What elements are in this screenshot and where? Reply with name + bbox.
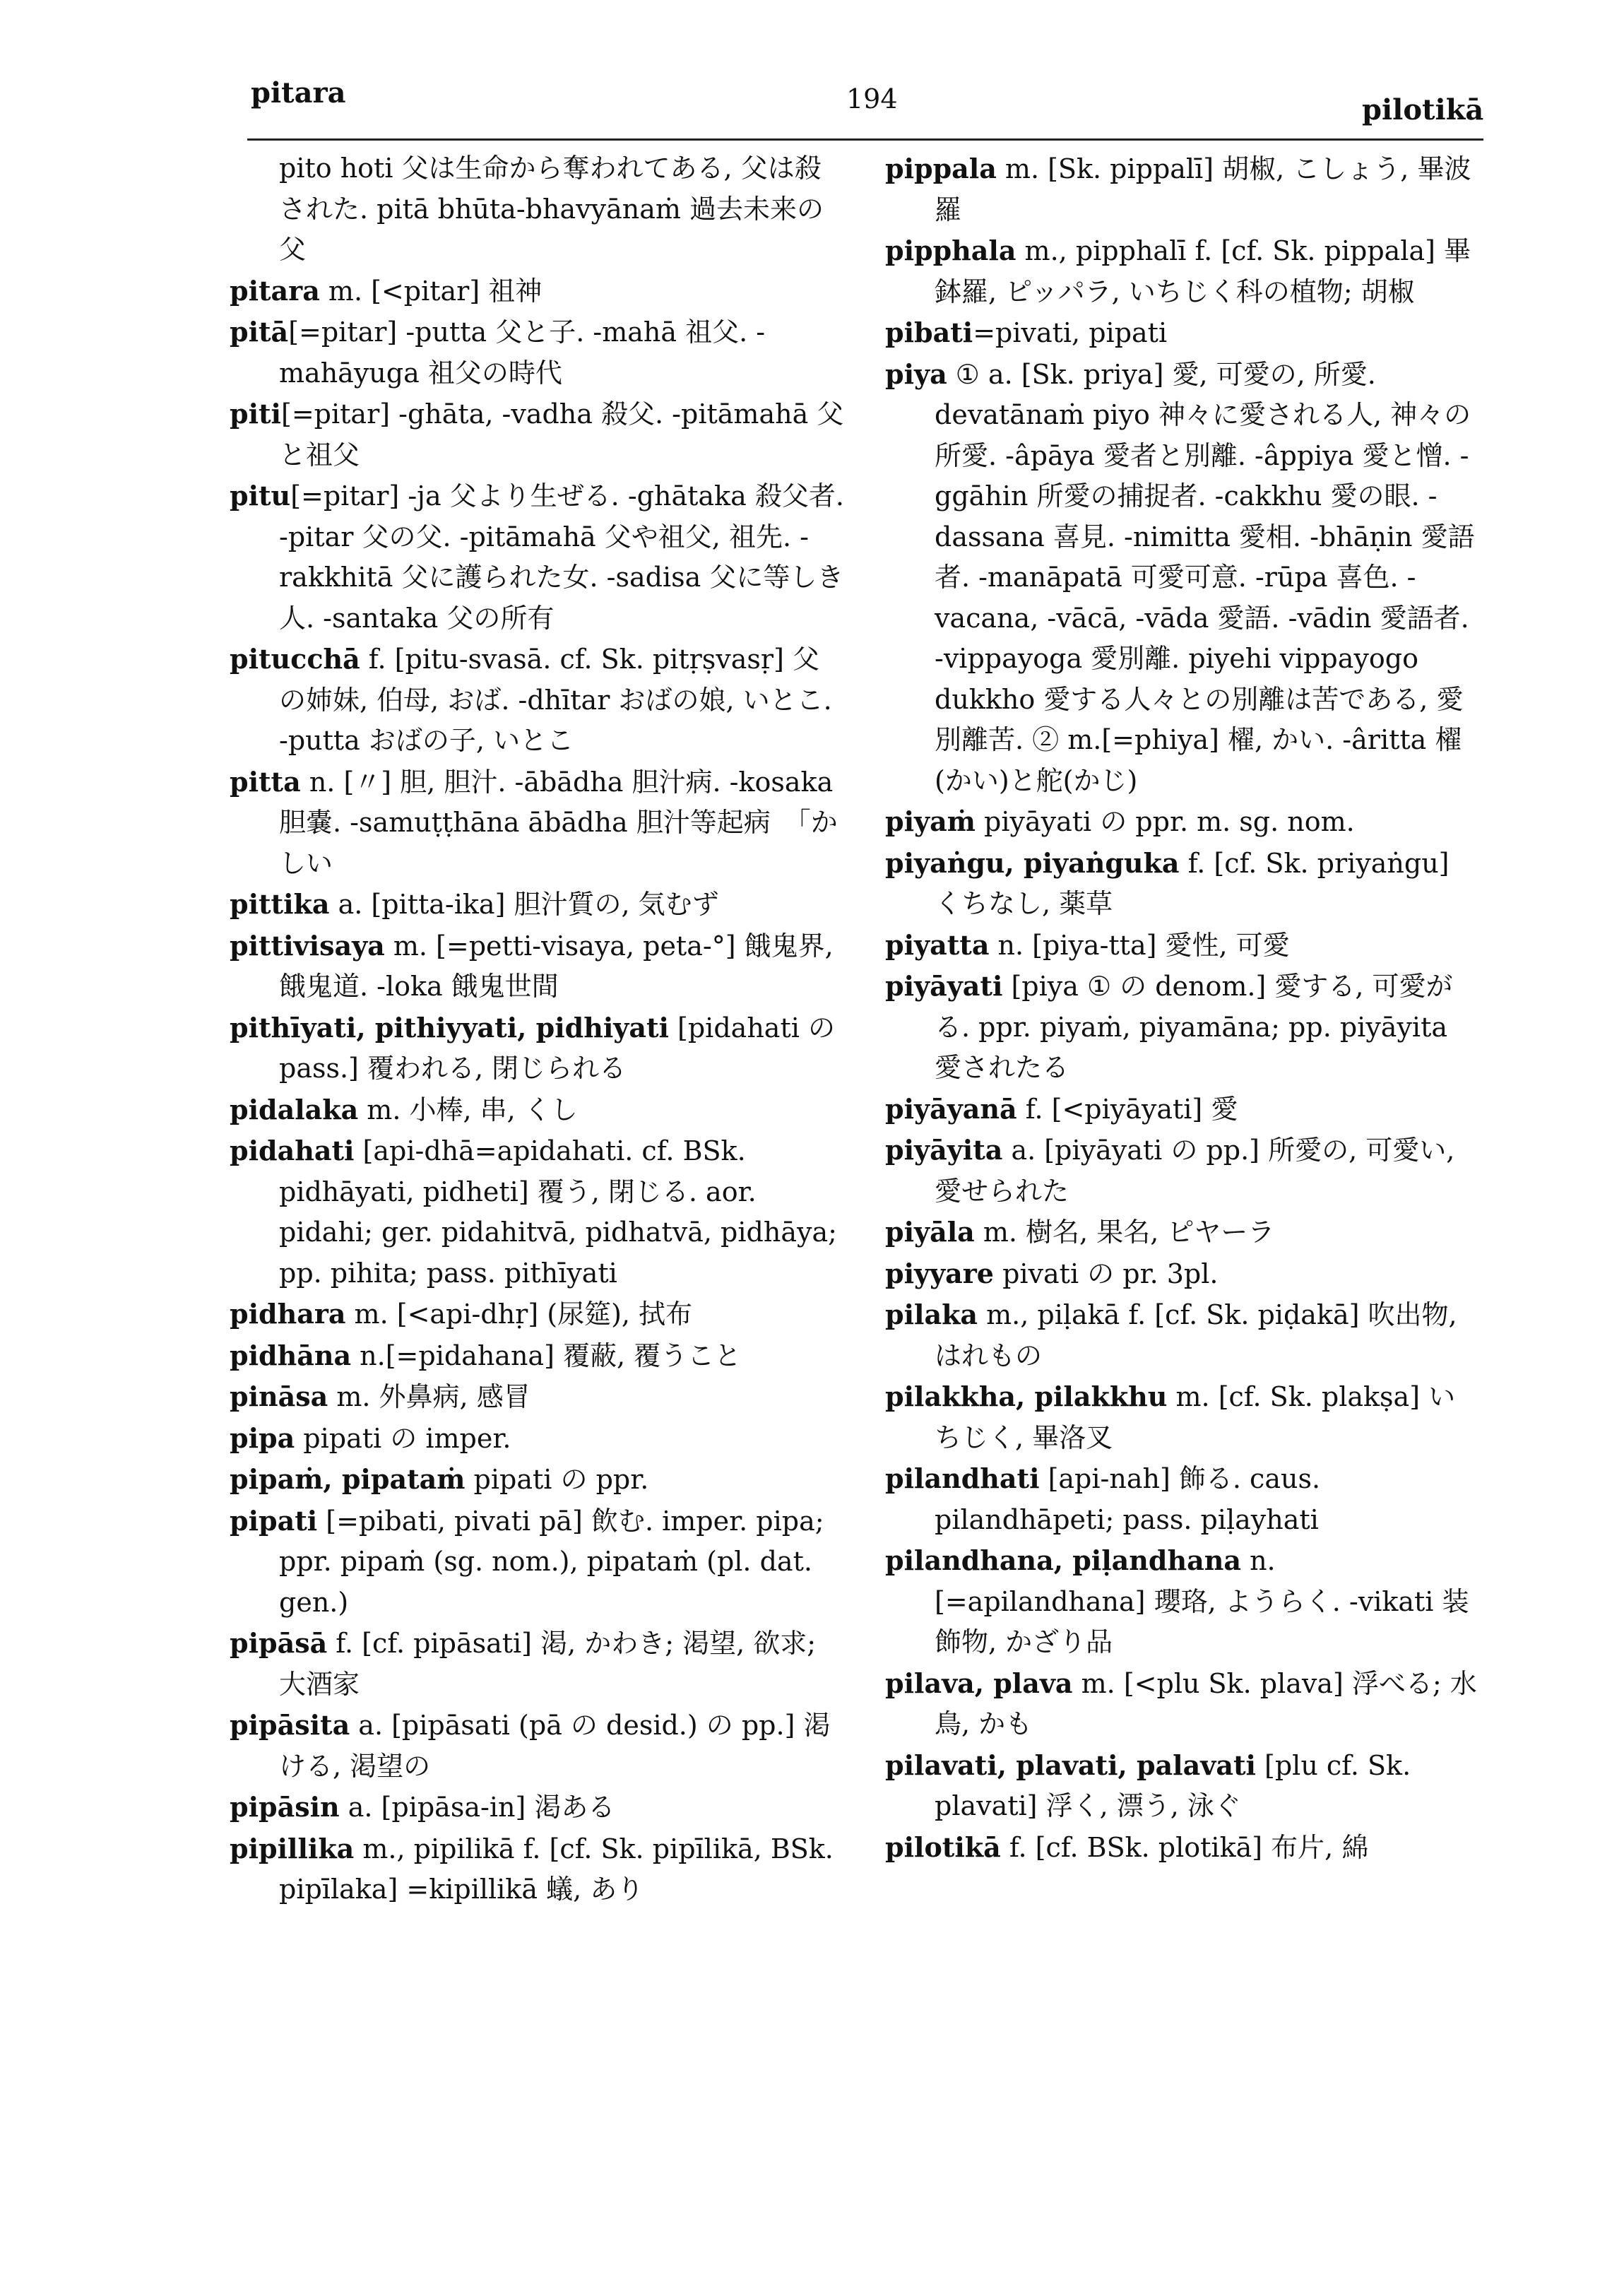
dictionary-entry [230, 1089, 844, 1131]
entry-headword: pitara [230, 274, 320, 307]
entry-definition: [plu cf. Sk. plavati] 浮く, 漂う, 泳ぐ [935, 1749, 1411, 1821]
dictionary-entry [230, 926, 844, 1007]
entry-definition: m. [cf. Sk. plakṣa] いちじく, 畢洛叉 [935, 1381, 1456, 1453]
entry-definition: m., pipilikā f. [cf. Sk. pipīlikā, BSk. pipīlaka] =kipillikā 蟻, あり [279, 1833, 834, 1905]
left-column [230, 148, 844, 1910]
entry-definition: m. 樹名, 果名, ピヤーラ [974, 1217, 1275, 1248]
entry-headword: pipa [230, 1421, 295, 1454]
entry-definition: [piya ① の denom.] 愛する, 可愛がる. ppr. piyaṁ, piyamāna; pp. piyāyita 愛されたる [935, 971, 1453, 1083]
entry-definition: m. 小棒, 串, くし [358, 1094, 578, 1125]
entry-definition: pipati の imper. [295, 1422, 511, 1454]
dictionary-entry [885, 925, 1478, 966]
entry-headword: pittika [230, 888, 330, 920]
entry-headword: piyāla [885, 1216, 975, 1248]
entry-headword: pilava, plava [885, 1667, 1073, 1699]
entry-definition: m. 外鼻病, 感冒 [328, 1381, 531, 1412]
dictionary-entry [230, 1130, 844, 1294]
dictionary-entry [230, 1376, 844, 1418]
dictionary-entry [230, 1294, 844, 1335]
entry-headword: pilandhati [885, 1462, 1040, 1494]
entry-headword: pipphala [885, 235, 1017, 266]
entry-headword: pilandhana, piḷandhana [885, 1544, 1241, 1576]
dictionary-entry [230, 1828, 844, 1910]
entry-definition: =pivati, pipati [973, 317, 1168, 348]
entry-definition: [=pitar] -ja 父より生ぜる. -ghātaka 殺父者. -pitar 父の父. -pitāmahā 父や祖父, 祖先. -rakkhitā 父に護られた女. -sadisa 父に等しき人. -santaka 父の所有 [279, 480, 844, 634]
entry-headword: pippala [885, 153, 997, 184]
entry-definition: m. [<pitar] 祖神 [319, 275, 543, 307]
entry-definition: [api-nah] 飾る. caus. pilandhāpeti; pass. piḷayhati [935, 1463, 1321, 1535]
entry-definition: a. [pitta-ika] 胆汁質の, 気むず [329, 889, 719, 920]
entry-headword: piyatta [885, 928, 990, 961]
entry-headword: pitu [230, 480, 291, 512]
right-column [885, 148, 1478, 1868]
entry-headword: pidhāna [230, 1339, 352, 1371]
entry-definition: f. [pitu-svasā. cf. Sk. pitṛṣvasṛ] 父の姉妹, 伯母, おば. -dhītar おばの娘, いとこ. -putta おばの子, いとこ [279, 644, 832, 756]
dictionary-entry [885, 1663, 1478, 1745]
header-rule [247, 138, 1483, 141]
entry-definition: f. [cf. BSk. plotikā] 布片, 綿 [1000, 1831, 1369, 1863]
dictionary-entry [230, 1007, 844, 1089]
dictionary-entry [885, 1376, 1478, 1458]
entry-definition: [pidahati の pass.] 覆われる, 閉じられる [279, 1012, 835, 1084]
entry-definition: m. [<api-dhṛ] (尿筵), 拭布 [345, 1299, 693, 1330]
entry-headword: pitucchā [230, 643, 360, 675]
entry-definition: a. [pipāsati (pā の desid.) の pp.] 渇ける, 渇望の [279, 1710, 831, 1782]
dictionary-entry [885, 1130, 1478, 1212]
entry-headword: pipāsā [230, 1627, 328, 1659]
entry-headword: piyyare [885, 1257, 994, 1289]
entry-headword: pitta [230, 765, 301, 798]
entry-definition: n.[=pidahana] 覆蔽, 覆うこと [351, 1340, 742, 1371]
dictionary-entry [885, 230, 1478, 312]
entry-definition: f. [cf. Sk. priyaṅgu] くちなし, 薬草 [935, 847, 1450, 919]
entry-definition: [=pitar] -ghāta, -vadha 殺父. -pitāmahā 父と祖父 [279, 398, 844, 471]
entry-definition: f. [<piyāyati] 愛 [1017, 1093, 1238, 1125]
entry-definition: a. [piyāyati の pp.] 所愛の, 可愛い, 愛せられた [935, 1135, 1455, 1207]
dictionary-entry [230, 312, 844, 394]
dictionary-entry [885, 801, 1478, 843]
entry-definition: [=pibati, pivati pā] 飲む. imper. pipa; ppr. pipaṁ (sg. nom.), pipataṁ (pl. dat. gen.) [279, 1505, 824, 1618]
entry-headword: pidahati [230, 1135, 355, 1166]
dictionary-entry [230, 1787, 844, 1828]
entry-headword: pipati [230, 1504, 318, 1537]
entry-definition: m., pipphalī f. [cf. Sk. pippala] 畢鉢羅, ピッパラ, いちじく科の植物; 胡椒 [935, 235, 1471, 307]
dictionary-entry [230, 1459, 844, 1501]
dictionary-entry [885, 354, 1478, 802]
entry-headword: pipāsita [230, 1709, 350, 1741]
entry-headword: pipāsin [230, 1791, 340, 1823]
dictionary-entry [885, 843, 1478, 925]
entry-definition: m. [<plu Sk. plava] 浮べる; 水鳥, かも [935, 1667, 1477, 1739]
dictionary-entry [885, 1294, 1478, 1376]
entry-headword: pitā [230, 316, 289, 348]
entry-headword: pināsa [230, 1380, 328, 1412]
page-header [0, 0, 1624, 141]
entry-definition: pivati の pr. 3pl. [994, 1258, 1219, 1289]
dictionary-entry [230, 1335, 844, 1377]
entry-definition: n. [=apilandhana] 瓔珞, ようらく. -vikati 装飾物, かざり品 [935, 1545, 1469, 1657]
dictionary-entry [230, 1418, 844, 1460]
entry-definition: a. [pipāsa-in] 渇ある [339, 1792, 615, 1823]
dictionary-entry [230, 639, 844, 762]
dictionary-entry [230, 1705, 844, 1787]
dictionary-entry [885, 1458, 1478, 1540]
dictionary-entry [230, 884, 844, 926]
entry-headword: pipillika [230, 1832, 355, 1864]
continued-entry-text: pito hoti 父は生命から奪われてある, 父は殺された. pitā bhūta-bhavyānaṁ 過去未来の父 [279, 153, 824, 265]
entry-headword: pilavati, plavati, palavati [885, 1749, 1256, 1781]
dictionary-entry [230, 762, 844, 885]
entry-headword: piyaṅgu, piyaṅguka [885, 846, 1180, 879]
dictionary-entry [885, 1212, 1478, 1253]
entry-headword: piyāyanā [885, 1092, 1017, 1125]
left-guide-word: pitara [251, 76, 346, 110]
entry-definition: m., piḷakā f. [cf. Sk. piḍakā] 吹出物, はれもの [935, 1299, 1457, 1371]
dictionary-entry [230, 394, 844, 475]
right-guide-word: pilotikā [1362, 93, 1484, 126]
dictionary-entry [230, 1623, 844, 1705]
entry-headword: pibati [885, 317, 973, 348]
entry-definition: n. [piya-tta] 愛性, 可愛 [989, 929, 1290, 961]
entry-definition: [=pitar] -putta 父と子. -mahā 祖父. -mahāyuga 祖父の時代 [279, 317, 766, 389]
entry-headword: pipaṁ, pipataṁ [230, 1463, 466, 1495]
dictionary-entry [885, 312, 1478, 354]
entry-headword: pidhara [230, 1298, 346, 1330]
entry-headword: pidalaka [230, 1093, 359, 1125]
dictionary-entry [230, 1501, 844, 1624]
entry-headword: piti [230, 398, 281, 430]
entry-headword: piyāyita [885, 1134, 1003, 1166]
dictionary-entry [885, 1745, 1478, 1827]
entry-definition: [api-dhā=apidahati. cf. BSk. pidhāyati, pidheti] 覆う, 閉じる. aor. pidahi; ger. pidahitvā, pidhatvā, pidhāya; pp. pihita; pass. pithīyati [279, 1135, 837, 1289]
dictionary-entry [885, 1540, 1478, 1663]
dictionary-entry [230, 475, 844, 639]
entry-headword: pilakkha, pilakkhu [885, 1380, 1168, 1412]
entry-headword: pithīyati, pithiyyati, pidhiyati [230, 1011, 669, 1043]
entry-definition: m. [=petti-visaya, peta-°] 餓鬼界, 餓鬼道. -loka 餓鬼世間 [279, 930, 834, 1002]
dictionary-entry [230, 271, 844, 312]
page-number: 194 [846, 83, 898, 114]
entry-definition: m. [Sk. pippalī] 胡椒, こしょう, 畢波羅 [935, 153, 1471, 225]
entry-headword: pilaka [885, 1299, 978, 1330]
entry-headword: piyāyati [885, 970, 1003, 1002]
entry-definition: pipati の ppr. [465, 1464, 649, 1495]
entry-definition: piyāyati の ppr. m. sg. nom. [975, 806, 1355, 837]
dictionary-entry [885, 148, 1478, 230]
dictionary-entry [885, 1089, 1478, 1130]
entry-definition: f. [cf. pipāsati] 渇, かわき; 渇望, 欲求; 大酒家 [279, 1628, 817, 1700]
entry-headword: piyaṁ [885, 805, 976, 837]
dictionary-entry [885, 1253, 1478, 1295]
entry-headword: pilotikā [885, 1831, 1001, 1863]
entry-headword: pittivisaya [230, 929, 385, 962]
dictionary-entry [885, 1827, 1478, 1869]
entry-headword: piya [885, 357, 947, 390]
entry-definition: n. [〃] 胆, 胆汁. -ābādha 胆汁病. -kosaka 胆嚢. -samuṭṭhāna ābādha 胆汁等起病 「かしい [279, 766, 838, 879]
entry-definition: ① a. [Sk. priya] 愛, 可愛の, 所愛. devatānaṁ piyo 神々に愛される人, 神々の所愛. -âpāya 愛者と別離. -âppiya 愛と憎. -ggāhin 所愛の捕捉者. -cakkhu 愛の眼. -dassana 喜見. -nimitta 愛相. -bhāṇin 愛語者. -manāpatā 可愛可意. -rūpa 喜色. -vacana, -vācā, -vāda 愛語. -vādin 愛語者. -vippayoga 愛別離. piyehi vippayogo dukkho 愛する人々との別離は苦である, 愛別離苦. ② m.[=phiya] 櫂, かい. -âritta 櫂(かい)と舵(かじ) [935, 358, 1475, 796]
dictionary-entry [885, 966, 1478, 1089]
